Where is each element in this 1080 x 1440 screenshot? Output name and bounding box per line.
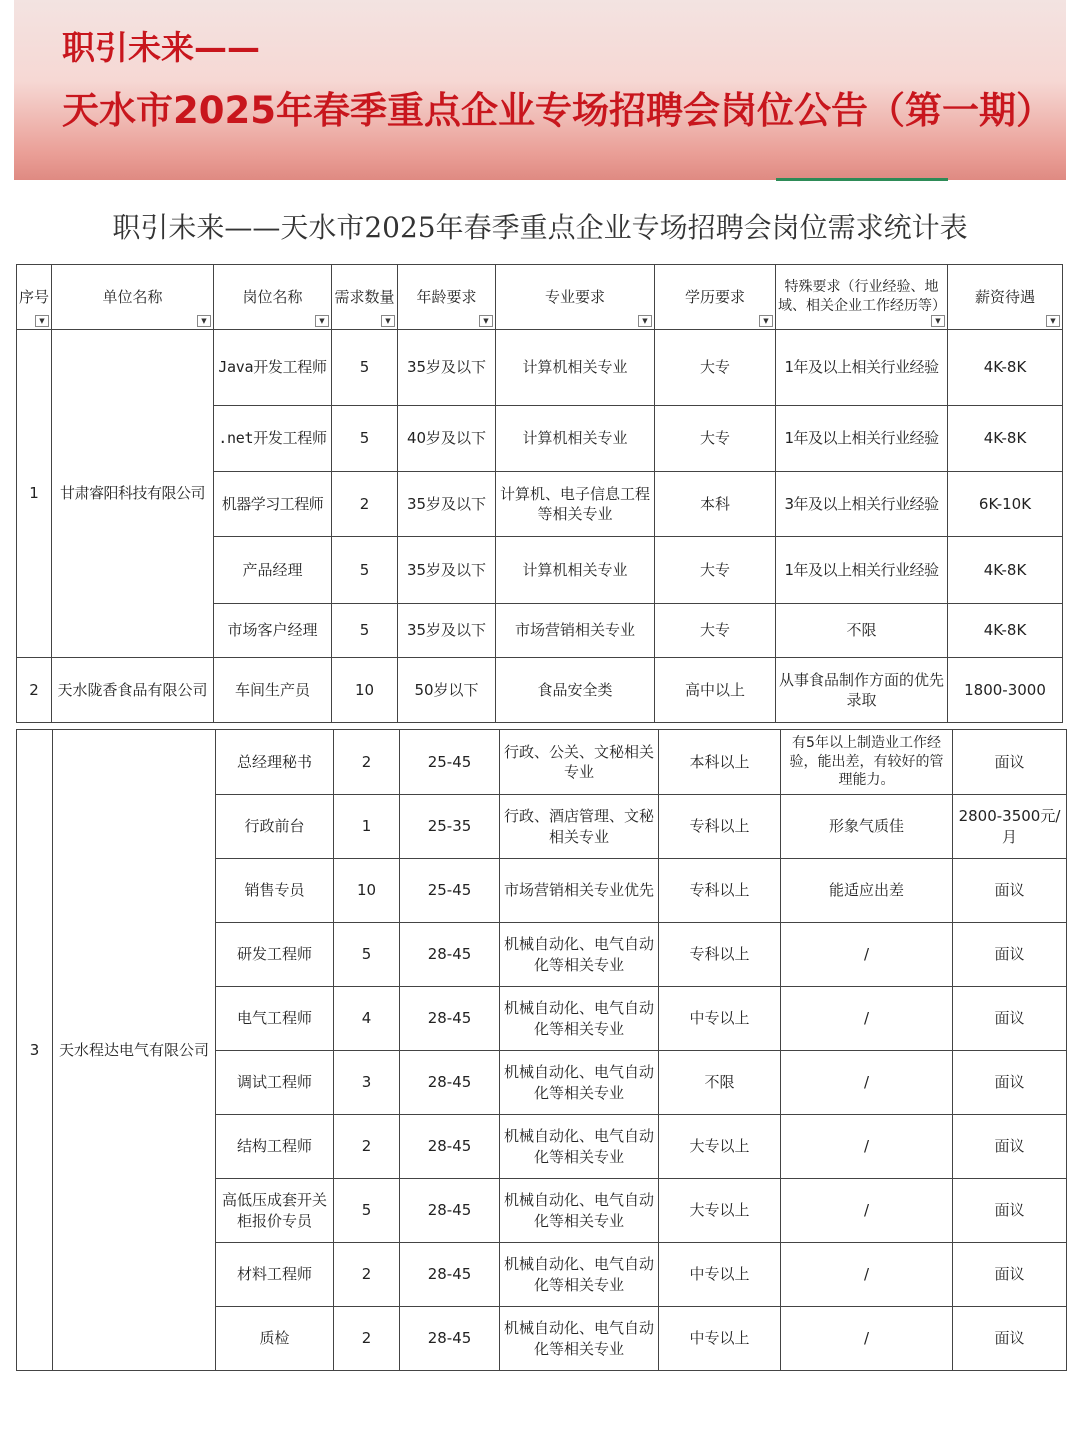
education-cell: 大专以上 <box>659 1179 781 1243</box>
position-cell: 销售专员 <box>216 859 334 923</box>
major-cell: 机械自动化、电气自动化等相关专业 <box>500 1115 659 1179</box>
banner-title: 天水市2025年春季重点企业专场招聘会岗位公告（第一期） <box>62 89 1053 132</box>
header-count[interactable]: 需求数量 ▼ <box>332 265 398 330</box>
education-cell: 大专以上 <box>659 1115 781 1179</box>
count-cell: 1 <box>334 795 400 859</box>
salary-cell: 面议 <box>953 1243 1067 1307</box>
position-cell: 机器学习工程师 <box>214 472 332 537</box>
count-cell: 2 <box>334 1307 400 1371</box>
count-cell: 5 <box>334 1179 400 1243</box>
count-cell: 2 <box>334 1115 400 1179</box>
company-name-cell: 甘肃睿阳科技有限公司 <box>52 330 214 658</box>
position-cell: 总经理秘书 <box>216 730 334 795</box>
position-cell: 市场客户经理 <box>214 604 332 658</box>
education-cell: 不限 <box>659 1051 781 1115</box>
major-cell: 计算机相关专业 <box>496 406 655 472</box>
count-cell: 4 <box>334 987 400 1051</box>
age-cell: 28-45 <box>400 1307 500 1371</box>
education-cell: 专科以上 <box>659 923 781 987</box>
special-cell: 1年及以上相关行业经验 <box>776 330 948 406</box>
filter-dropdown-icon[interactable]: ▼ <box>638 315 652 327</box>
education-cell: 大专 <box>655 537 776 604</box>
filter-dropdown-icon[interactable]: ▼ <box>479 315 493 327</box>
table-row <box>17 730 1067 795</box>
decorative-divider <box>776 178 948 181</box>
salary-cell: 4K-8K <box>948 406 1063 472</box>
salary-cell: 面议 <box>953 1307 1067 1371</box>
filter-dropdown-icon[interactable]: ▼ <box>1046 315 1060 327</box>
header-special[interactable]: 特殊要求（行业经验、地域、相关企业工作经历等） ▼ <box>776 265 948 330</box>
special-cell: 不限 <box>776 604 948 658</box>
age-cell: 28-45 <box>400 1179 500 1243</box>
header-banner <box>14 0 1066 180</box>
count-cell: 2 <box>334 1243 400 1307</box>
position-cell: 车间生产员 <box>214 658 332 723</box>
salary-cell: 面议 <box>953 1179 1067 1243</box>
education-cell: 本科 <box>655 472 776 537</box>
salary-cell: 2800-3500元/月 <box>953 795 1067 859</box>
count-cell: 5 <box>332 406 398 472</box>
major-cell: 市场营销相关专业 <box>496 604 655 658</box>
position-cell: 产品经理 <box>214 537 332 604</box>
salary-cell: 面议 <box>953 1051 1067 1115</box>
count-cell: 3 <box>334 1051 400 1115</box>
education-cell: 高中以上 <box>655 658 776 723</box>
filter-dropdown-icon[interactable]: ▼ <box>197 315 211 327</box>
count-cell: 2 <box>332 472 398 537</box>
education-cell: 本科以上 <box>659 730 781 795</box>
major-cell: 计算机相关专业 <box>496 330 655 406</box>
count-cell: 5 <box>332 604 398 658</box>
count-cell: 10 <box>334 859 400 923</box>
age-cell: 28-45 <box>400 923 500 987</box>
salary-cell: 4K-8K <box>948 330 1063 406</box>
major-cell: 机械自动化、电气自动化等相关专业 <box>500 1307 659 1371</box>
position-cell: 质检 <box>216 1307 334 1371</box>
age-cell: 28-45 <box>400 1051 500 1115</box>
special-cell: / <box>781 1051 953 1115</box>
seq-cell: 1 <box>17 330 52 658</box>
header-seq[interactable]: 序号 ▼ <box>17 265 52 330</box>
age-cell: 35岁及以下 <box>398 472 496 537</box>
count-cell: 5 <box>332 330 398 406</box>
sheet-title: 职引未来——天水市2025年春季重点企业专场招聘会岗位需求统计表 <box>112 211 968 244</box>
banner-subtitle: 职引未来—— <box>62 28 260 67</box>
special-cell: / <box>781 987 953 1051</box>
age-cell: 25-45 <box>400 730 500 795</box>
age-cell: 35岁及以下 <box>398 604 496 658</box>
seq-cell: 3 <box>17 730 53 1371</box>
company-name-cell: 天水程达电气有限公司 <box>53 730 216 1371</box>
major-cell: 行政、酒店管理、文秘相关专业 <box>500 795 659 859</box>
position-cell: 材料工程师 <box>216 1243 334 1307</box>
education-cell: 专科以上 <box>659 795 781 859</box>
salary-cell: 面议 <box>953 923 1067 987</box>
salary-cell: 面议 <box>953 730 1067 795</box>
education-cell: 大专 <box>655 604 776 658</box>
salary-cell: 面议 <box>953 1115 1067 1179</box>
age-cell: 28-45 <box>400 987 500 1051</box>
table-row <box>17 330 1063 406</box>
major-cell: 食品安全类 <box>496 658 655 723</box>
header-education[interactable]: 学历要求 ▼ <box>655 265 776 330</box>
major-cell: 行政、公关、文秘相关专业 <box>500 730 659 795</box>
position-cell: 行政前台 <box>216 795 334 859</box>
special-cell: / <box>781 1115 953 1179</box>
header-age[interactable]: 年龄要求 ▼ <box>398 265 496 330</box>
position-cell: 结构工程师 <box>216 1115 334 1179</box>
filter-dropdown-icon[interactable]: ▼ <box>35 315 49 327</box>
major-cell: 机械自动化、电气自动化等相关专业 <box>500 1051 659 1115</box>
special-cell: / <box>781 1243 953 1307</box>
position-cell: Java开发工程师 <box>214 330 332 406</box>
major-cell: 机械自动化、电气自动化等相关专业 <box>500 987 659 1051</box>
position-cell: 高低压成套开关柜报价专员 <box>216 1179 334 1243</box>
header-company[interactable]: 单位名称 ▼ <box>52 265 214 330</box>
filter-dropdown-icon[interactable]: ▼ <box>315 315 329 327</box>
jobs-table-lower <box>16 729 1067 1371</box>
company-name-cell: 天水陇香食品有限公司 <box>52 658 214 723</box>
age-cell: 50岁以下 <box>398 658 496 723</box>
major-cell: 计算机、电子信息工程等相关专业 <box>496 472 655 537</box>
education-cell: 大专 <box>655 406 776 472</box>
education-cell: 中专以上 <box>659 1307 781 1371</box>
position-cell: 研发工程师 <box>216 923 334 987</box>
position-cell: .net开发工程师 <box>214 406 332 472</box>
filter-dropdown-icon[interactable]: ▼ <box>759 315 773 327</box>
header-row <box>17 265 1063 330</box>
education-cell: 中专以上 <box>659 987 781 1051</box>
count-cell: 5 <box>332 537 398 604</box>
major-cell: 机械自动化、电气自动化等相关专业 <box>500 1179 659 1243</box>
special-cell: / <box>781 1179 953 1243</box>
age-cell: 35岁及以下 <box>398 537 496 604</box>
filter-dropdown-icon[interactable]: ▼ <box>381 315 395 327</box>
age-cell: 28-45 <box>400 1115 500 1179</box>
salary-cell: 面议 <box>953 859 1067 923</box>
seq-cell: 2 <box>17 658 52 723</box>
header-major[interactable]: 专业要求 ▼ <box>496 265 655 330</box>
special-cell: 3年及以上相关行业经验 <box>776 472 948 537</box>
table-row <box>17 658 1063 723</box>
major-cell: 市场营销相关专业优先 <box>500 859 659 923</box>
major-cell: 计算机相关专业 <box>496 537 655 604</box>
education-cell: 大专 <box>655 330 776 406</box>
count-cell: 2 <box>334 730 400 795</box>
salary-cell: 4K-8K <box>948 604 1063 658</box>
special-cell: / <box>781 1307 953 1371</box>
filter-dropdown-icon[interactable]: ▼ <box>931 315 945 327</box>
special-cell: 有5年以上制造业工作经验，能出差，有较好的管理能力。 <box>781 730 953 795</box>
position-cell: 调试工程师 <box>216 1051 334 1115</box>
salary-cell: 面议 <box>953 987 1067 1051</box>
jobs-table-upper <box>16 264 1063 723</box>
education-cell: 专科以上 <box>659 859 781 923</box>
count-cell: 10 <box>332 658 398 723</box>
header-position[interactable]: 岗位名称 ▼ <box>214 265 332 330</box>
special-cell: 能适应出差 <box>781 859 953 923</box>
special-cell: 形象气质佳 <box>781 795 953 859</box>
special-cell: 1年及以上相关行业经验 <box>776 537 948 604</box>
education-cell: 中专以上 <box>659 1243 781 1307</box>
salary-cell: 4K-8K <box>948 537 1063 604</box>
count-cell: 5 <box>334 923 400 987</box>
age-cell: 25-35 <box>400 795 500 859</box>
header-salary[interactable]: 薪资待遇 ▼ <box>948 265 1063 330</box>
age-cell: 28-45 <box>400 1243 500 1307</box>
salary-cell: 6K-10K <box>948 472 1063 537</box>
major-cell: 机械自动化、电气自动化等相关专业 <box>500 1243 659 1307</box>
special-cell: 从事食品制作方面的优先录取 <box>776 658 948 723</box>
age-cell: 40岁及以下 <box>398 406 496 472</box>
major-cell: 机械自动化、电气自动化等相关专业 <box>500 923 659 987</box>
position-cell: 电气工程师 <box>216 987 334 1051</box>
age-cell: 35岁及以下 <box>398 330 496 406</box>
special-cell: / <box>781 923 953 987</box>
special-cell: 1年及以上相关行业经验 <box>776 406 948 472</box>
salary-cell: 1800-3000 <box>948 658 1063 723</box>
age-cell: 25-45 <box>400 859 500 923</box>
